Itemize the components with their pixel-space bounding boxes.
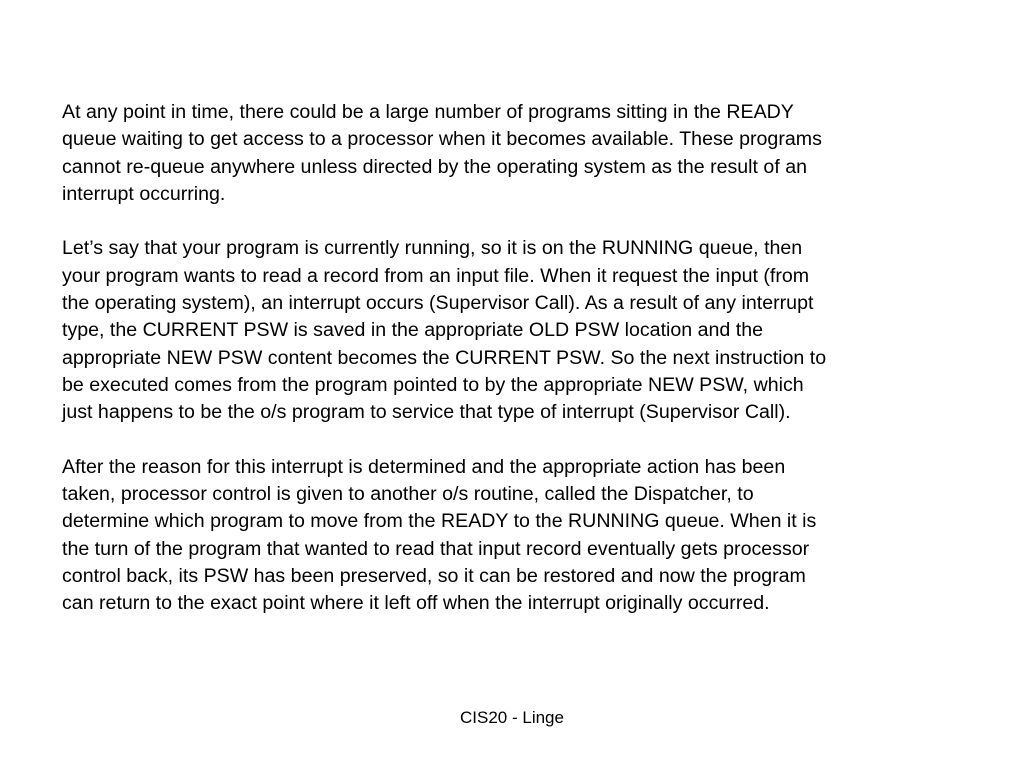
slide-body [62, 99, 982, 645]
slide-footer: CIS20 - Linge [460, 708, 564, 727]
paragraph-ready-queue: At any point in time, there could be a large number of programs sitting in the READY queue waiting to get access to a processor when it becomes available. These programs cannot re-queue anywhere unless directed by the operating system as the result of an interrupt occurring. [62, 101, 822, 205]
paragraph-interrupt-psw: Let’s say that your program is currently running, so it is on the RUNNING queue, then your program wants to read a record from an input file. When it request the input (from the operating system), an interrupt occurs (Supervisor Call). As a result of any interrupt type, the CURRENT PSW is saved in the appropriate OLD PSW location and the appropriate NEW PSW content becomes the CURRENT PSW. So the next instruction to be executed comes from the program pointed to by the appropriate NEW PSW, which just happens to be the o/s program to service that type of interrupt (Supervisor Call). [62, 237, 827, 424]
paragraph-dispatcher: After the reason for this interrupt is determined and the appropriate action has been taken, processor control is given to another o/s routine, called the Dispatcher, to determine which program to move from the READY to the RUNNING queue. When it is the turn of the program that wanted to read that input record eventually gets processor control back, its PSW has been preserved, so it can be restored and now the program can return to the exact point where it left off when the interrupt originally occurred. [62, 455, 817, 615]
